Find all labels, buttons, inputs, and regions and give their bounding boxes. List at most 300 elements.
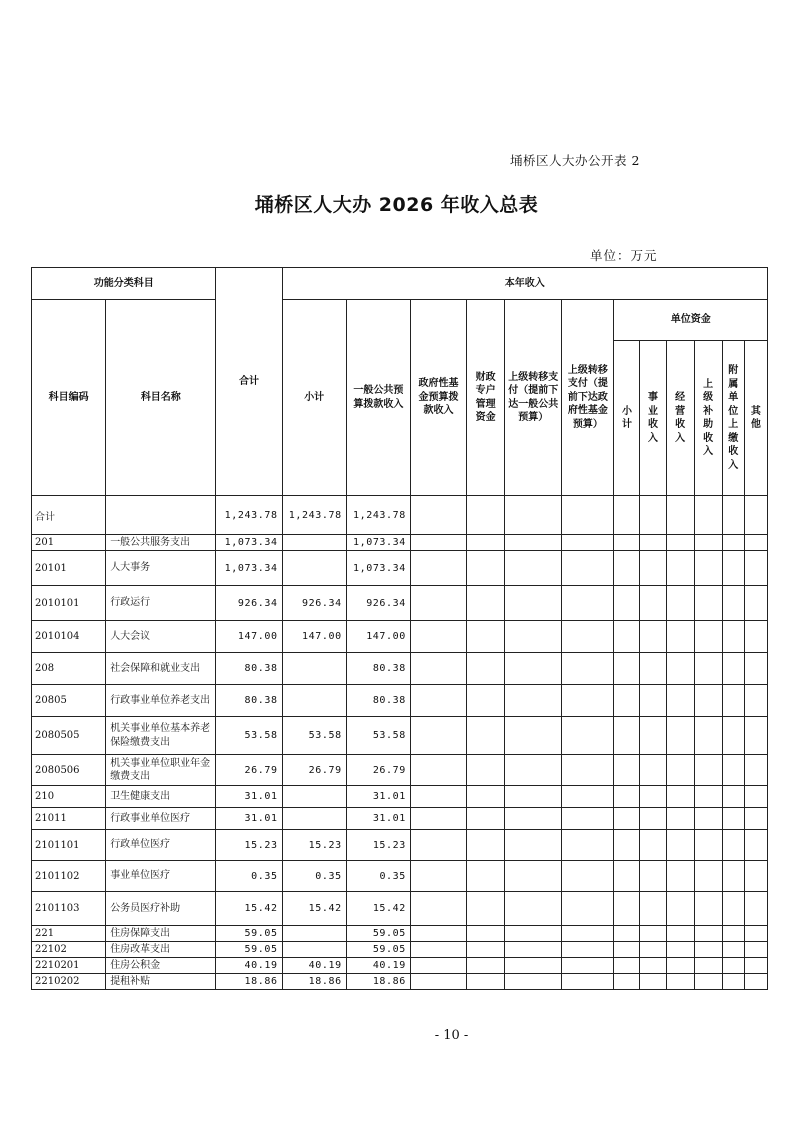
subject-code-cell: 22102 — [32, 942, 106, 958]
empty-cell — [666, 974, 694, 990]
subject-name-cell: 住房改革支出 — [106, 942, 216, 958]
subject-name-cell: 行政运行 — [106, 586, 216, 621]
empty-cell — [666, 653, 694, 685]
empty-cell — [505, 974, 562, 990]
empty-cell — [410, 786, 466, 808]
empty-cell — [722, 942, 744, 958]
table-reference-note: 埇桥区人大办公开表 2 — [510, 153, 640, 168]
empty-cell — [410, 926, 466, 942]
subject-code-cell: 2010104 — [32, 621, 106, 653]
empty-cell — [410, 942, 466, 958]
empty-cell — [744, 808, 767, 830]
empty-cell — [694, 926, 722, 942]
table-row — [32, 586, 768, 621]
total-cell: 80.38 — [216, 653, 282, 685]
page-title: 埇桥区人大办 2026 年收入总表 — [254, 194, 539, 216]
empty-cell — [467, 586, 505, 621]
subject-name-cell: 人大会议 — [106, 621, 216, 653]
empty-cell — [614, 755, 640, 786]
total-cell: 31.01 — [216, 808, 282, 830]
subject-code-cell: 2210201 — [32, 958, 106, 974]
empty-cell — [505, 586, 562, 621]
subject-name-cell: 人大事务 — [106, 551, 216, 586]
empty-cell — [614, 786, 640, 808]
subtotal-cell — [282, 551, 346, 586]
general-public-budget-label: 一般公共预算拨款收入 — [353, 385, 404, 410]
empty-cell — [744, 717, 767, 755]
subject-code-cell: 221 — [32, 926, 106, 942]
upper-subsidy-label: 上级补助收入 — [703, 378, 714, 457]
empty-cell — [722, 830, 744, 861]
general-budget-cell: 15.42 — [346, 892, 410, 926]
empty-cell — [744, 974, 767, 990]
subject-name-cell: 住房公积金 — [106, 958, 216, 974]
operating-income-header — [666, 341, 694, 496]
empty-cell — [694, 535, 722, 551]
empty-cell — [505, 958, 562, 974]
empty-cell — [640, 535, 666, 551]
total-cell: 147.00 — [216, 621, 282, 653]
unit-subtotal-label: 小计 — [621, 405, 632, 430]
subject-name-cell: 公务员医疗补助 — [106, 892, 216, 926]
empty-cell — [505, 942, 562, 958]
subject-code-cell: 2080505 — [32, 717, 106, 755]
subject-name-cell — [106, 496, 216, 535]
empty-cell — [410, 496, 466, 535]
empty-cell — [722, 586, 744, 621]
subject-code-cell: 2080506 — [32, 755, 106, 786]
empty-cell — [744, 586, 767, 621]
empty-cell — [467, 892, 505, 926]
table-row — [32, 621, 768, 653]
table-row — [32, 892, 768, 926]
table-row — [32, 551, 768, 586]
table-row — [32, 958, 768, 974]
empty-cell — [666, 958, 694, 974]
total-cell: 926.34 — [216, 586, 282, 621]
general-budget-cell: 15.23 — [346, 830, 410, 861]
empty-cell — [640, 685, 666, 717]
empty-cell — [562, 786, 614, 808]
general-budget-cell: 40.19 — [346, 958, 410, 974]
subject-name-cell: 社会保障和就业支出 — [106, 653, 216, 685]
empty-cell — [694, 653, 722, 685]
empty-cell — [562, 621, 614, 653]
empty-cell — [744, 786, 767, 808]
empty-cell — [744, 830, 767, 861]
empty-cell — [722, 496, 744, 535]
empty-cell — [467, 685, 505, 717]
subject-code-cell: 2101102 — [32, 861, 106, 892]
empty-cell — [744, 755, 767, 786]
operating-income-label: 经营收入 — [675, 392, 686, 444]
empty-cell — [694, 786, 722, 808]
empty-cell — [614, 586, 640, 621]
table-row — [32, 974, 768, 990]
upper-subsidy-header — [694, 341, 722, 496]
empty-cell — [640, 830, 666, 861]
empty-cell — [744, 621, 767, 653]
subtotal-cell: 926.34 — [282, 586, 346, 621]
empty-cell — [614, 653, 640, 685]
empty-cell — [467, 786, 505, 808]
general-budget-cell: 80.38 — [346, 685, 410, 717]
empty-cell — [505, 653, 562, 685]
subject-code-cell: 20805 — [32, 685, 106, 717]
empty-cell — [722, 958, 744, 974]
empty-cell — [640, 958, 666, 974]
total-cell: 80.38 — [216, 685, 282, 717]
subtotal-cell: 1,243.78 — [282, 496, 346, 535]
total-cell: 31.01 — [216, 786, 282, 808]
empty-cell — [640, 861, 666, 892]
income-summary-table — [31, 267, 768, 990]
empty-cell — [505, 926, 562, 942]
empty-cell — [614, 830, 640, 861]
empty-cell — [467, 942, 505, 958]
empty-cell — [505, 830, 562, 861]
subject-name-cell: 提租补贴 — [106, 974, 216, 990]
table-row — [32, 685, 768, 717]
empty-cell — [744, 551, 767, 586]
total-cell: 15.42 — [216, 892, 282, 926]
empty-cell — [744, 861, 767, 892]
empty-cell — [467, 551, 505, 586]
general-budget-cell: 31.01 — [346, 808, 410, 830]
table-row — [32, 942, 768, 958]
empty-cell — [666, 830, 694, 861]
empty-cell — [562, 974, 614, 990]
empty-cell — [467, 926, 505, 942]
general-budget-cell: 53.58 — [346, 717, 410, 755]
empty-cell — [614, 717, 640, 755]
empty-cell — [467, 830, 505, 861]
general-budget-cell: 1,073.34 — [346, 551, 410, 586]
subject-code-cell: 21011 — [32, 808, 106, 830]
empty-cell — [640, 786, 666, 808]
subject-code-cell: 208 — [32, 653, 106, 685]
empty-cell — [410, 685, 466, 717]
total-cell: 26.79 — [216, 755, 282, 786]
empty-cell — [666, 717, 694, 755]
subtotal-cell — [282, 786, 346, 808]
empty-cell — [562, 685, 614, 717]
empty-cell — [562, 958, 614, 974]
empty-cell — [410, 861, 466, 892]
fiscal-special-label: 财政专户管理资金 — [475, 371, 496, 423]
subject-code-cell: 20101 — [32, 551, 106, 586]
empty-cell — [562, 551, 614, 586]
empty-cell — [722, 755, 744, 786]
empty-cell — [614, 958, 640, 974]
empty-cell — [694, 717, 722, 755]
general-budget-cell: 926.34 — [346, 586, 410, 621]
empty-cell — [694, 551, 722, 586]
subtotal-cell: 15.42 — [282, 892, 346, 926]
empty-cell — [666, 755, 694, 786]
general-budget-cell: 1,073.34 — [346, 535, 410, 551]
general-budget-cell: 1,243.78 — [346, 496, 410, 535]
empty-cell — [694, 958, 722, 974]
general-budget-cell: 0.35 — [346, 861, 410, 892]
empty-cell — [467, 974, 505, 990]
subtotal-cell: 53.58 — [282, 717, 346, 755]
general-budget-cell: 18.86 — [346, 974, 410, 990]
empty-cell — [640, 496, 666, 535]
empty-cell — [744, 535, 767, 551]
empty-cell — [694, 586, 722, 621]
empty-cell — [694, 685, 722, 717]
empty-cell — [562, 830, 614, 861]
empty-cell — [722, 535, 744, 551]
unit-subtotal-header — [614, 341, 640, 496]
empty-cell — [614, 926, 640, 942]
empty-cell — [562, 535, 614, 551]
upper-transfer-general-header — [505, 300, 562, 496]
subject-name-cell: 事业单位医疗 — [106, 861, 216, 892]
empty-cell — [467, 717, 505, 755]
empty-cell — [410, 717, 466, 755]
empty-cell — [694, 861, 722, 892]
empty-cell — [505, 717, 562, 755]
empty-cell — [722, 551, 744, 586]
subject-name-cell: 机关事业单位基本养老保险缴费支出 — [106, 717, 216, 755]
table-row — [32, 830, 768, 861]
empty-cell — [722, 861, 744, 892]
table-body — [32, 496, 768, 990]
table-row — [32, 653, 768, 685]
empty-cell — [744, 892, 767, 926]
empty-cell — [562, 892, 614, 926]
subtotal-cell: 15.23 — [282, 830, 346, 861]
empty-cell — [505, 535, 562, 551]
empty-cell — [640, 808, 666, 830]
subject-code-cell: 2210202 — [32, 974, 106, 990]
affiliated-income-label: 附属单位上缴收入 — [728, 365, 739, 471]
empty-cell — [562, 861, 614, 892]
business-income-header — [640, 341, 666, 496]
upper-transfer-general-label: 上级转移支付（提前下达一般公共预算） — [508, 371, 559, 423]
empty-cell — [640, 974, 666, 990]
upper-transfer-fund-header — [562, 300, 614, 496]
empty-cell — [640, 926, 666, 942]
table-row — [32, 496, 768, 535]
empty-cell — [467, 755, 505, 786]
subtotal-cell: 18.86 — [282, 974, 346, 990]
empty-cell — [614, 974, 640, 990]
empty-cell — [410, 586, 466, 621]
subtotal-cell — [282, 926, 346, 942]
empty-cell — [410, 958, 466, 974]
total-cell: 18.86 — [216, 974, 282, 990]
subject-name-cell: 行政事业单位养老支出 — [106, 685, 216, 717]
subject-name-cell: 行政单位医疗 — [106, 830, 216, 861]
empty-cell — [744, 942, 767, 958]
total-cell: 40.19 — [216, 958, 282, 974]
total-cell: 1,243.78 — [216, 496, 282, 535]
empty-cell — [640, 717, 666, 755]
empty-cell — [614, 535, 640, 551]
empty-cell — [614, 861, 640, 892]
subtotal-cell: 40.19 — [282, 958, 346, 974]
empty-cell — [505, 808, 562, 830]
subtotal-cell — [282, 653, 346, 685]
total-cell: 53.58 — [216, 717, 282, 755]
empty-cell — [640, 892, 666, 926]
empty-cell — [744, 926, 767, 942]
table-row — [32, 535, 768, 551]
gov-fund-budget-header — [410, 300, 466, 496]
general-budget-cell: 80.38 — [346, 653, 410, 685]
empty-cell — [562, 926, 614, 942]
empty-cell — [505, 861, 562, 892]
subtotal-cell — [282, 942, 346, 958]
subject-code-cell: 合计 — [32, 496, 106, 535]
empty-cell — [666, 786, 694, 808]
empty-cell — [694, 892, 722, 926]
empty-cell — [410, 551, 466, 586]
empty-cell — [467, 535, 505, 551]
subtotal-cell — [282, 808, 346, 830]
empty-cell — [410, 755, 466, 786]
empty-cell — [562, 942, 614, 958]
table-row — [32, 717, 768, 755]
empty-cell — [410, 808, 466, 830]
general-budget-cell: 31.01 — [346, 786, 410, 808]
empty-cell — [467, 958, 505, 974]
empty-cell — [694, 942, 722, 958]
upper-transfer-fund-label: 上级转移支付（提前下达政府性基金预算） — [567, 364, 608, 430]
empty-cell — [614, 621, 640, 653]
empty-cell — [562, 496, 614, 535]
empty-cell — [614, 808, 640, 830]
empty-cell — [467, 653, 505, 685]
empty-cell — [722, 808, 744, 830]
total-cell: 1,073.34 — [216, 535, 282, 551]
empty-cell — [722, 621, 744, 653]
empty-cell — [614, 496, 640, 535]
subtotal-cell: 147.00 — [282, 621, 346, 653]
empty-cell — [505, 551, 562, 586]
empty-cell — [614, 892, 640, 926]
empty-cell — [562, 717, 614, 755]
empty-cell — [410, 974, 466, 990]
subject-name-header: 科目名称 — [106, 300, 216, 496]
empty-cell — [694, 621, 722, 653]
subject-code-cell: 2101103 — [32, 892, 106, 926]
empty-cell — [505, 685, 562, 717]
empty-cell — [410, 653, 466, 685]
empty-cell — [410, 830, 466, 861]
empty-cell — [694, 755, 722, 786]
table-row — [32, 808, 768, 830]
empty-cell — [666, 892, 694, 926]
empty-cell — [722, 653, 744, 685]
subject-code-cell: 201 — [32, 535, 106, 551]
unit-funds-header: 单位资金 — [614, 300, 768, 341]
subject-code-header: 科目编码 — [32, 300, 106, 496]
empty-cell — [744, 653, 767, 685]
empty-cell — [666, 685, 694, 717]
general-budget-cell: 59.05 — [346, 942, 410, 958]
subject-name-cell: 行政事业单位医疗 — [106, 808, 216, 830]
empty-cell — [467, 621, 505, 653]
empty-cell — [410, 892, 466, 926]
empty-cell — [666, 942, 694, 958]
empty-cell — [694, 808, 722, 830]
empty-cell — [744, 685, 767, 717]
empty-cell — [744, 496, 767, 535]
empty-cell — [562, 808, 614, 830]
empty-cell — [505, 786, 562, 808]
empty-cell — [666, 496, 694, 535]
table-row — [32, 755, 768, 786]
table-row — [32, 861, 768, 892]
empty-cell — [640, 621, 666, 653]
subject-code-cell: 2010101 — [32, 586, 106, 621]
empty-cell — [467, 496, 505, 535]
empty-cell — [505, 496, 562, 535]
empty-cell — [640, 551, 666, 586]
empty-cell — [666, 621, 694, 653]
empty-cell — [722, 786, 744, 808]
subtotal-cell: 26.79 — [282, 755, 346, 786]
gov-fund-budget-label: 政府性基金预算拨款收入 — [418, 378, 459, 417]
subtotal-cell: 0.35 — [282, 861, 346, 892]
total-cell: 15.23 — [216, 830, 282, 861]
page-number: - 10 - — [434, 1028, 469, 1043]
subject-name-cell: 住房保障支出 — [106, 926, 216, 942]
empty-cell — [666, 551, 694, 586]
subtotal-cell — [282, 535, 346, 551]
empty-cell — [722, 717, 744, 755]
subtotal-header: 小计 — [282, 300, 346, 496]
general-public-budget-header — [346, 300, 410, 496]
subject-name-cell: 一般公共服务支出 — [106, 535, 216, 551]
affiliated-income-header — [722, 341, 744, 496]
total-cell: 59.05 — [216, 942, 282, 958]
fiscal-special-header — [467, 300, 505, 496]
empty-cell — [722, 685, 744, 717]
subject-name-cell: 机关事业单位职业年金缴费支出 — [106, 755, 216, 786]
empty-cell — [666, 808, 694, 830]
empty-cell — [640, 653, 666, 685]
subject-code-cell: 2101101 — [32, 830, 106, 861]
total-cell: 0.35 — [216, 861, 282, 892]
empty-cell — [694, 496, 722, 535]
empty-cell — [640, 942, 666, 958]
empty-cell — [666, 586, 694, 621]
empty-cell — [410, 621, 466, 653]
table-row — [32, 926, 768, 942]
empty-cell — [467, 861, 505, 892]
empty-cell — [614, 551, 640, 586]
empty-cell — [562, 653, 614, 685]
empty-cell — [666, 861, 694, 892]
func-category-header: 功能分类科目 — [32, 268, 216, 300]
general-budget-cell: 59.05 — [346, 926, 410, 942]
empty-cell — [722, 926, 744, 942]
total-header: 合计 — [216, 268, 282, 496]
empty-cell — [640, 755, 666, 786]
empty-cell — [744, 958, 767, 974]
general-budget-cell: 147.00 — [346, 621, 410, 653]
table-row — [32, 786, 768, 808]
empty-cell — [614, 685, 640, 717]
empty-cell — [505, 621, 562, 653]
unit-label: 单位：万元 — [590, 248, 658, 263]
current-year-income-header: 本年收入 — [282, 268, 767, 300]
